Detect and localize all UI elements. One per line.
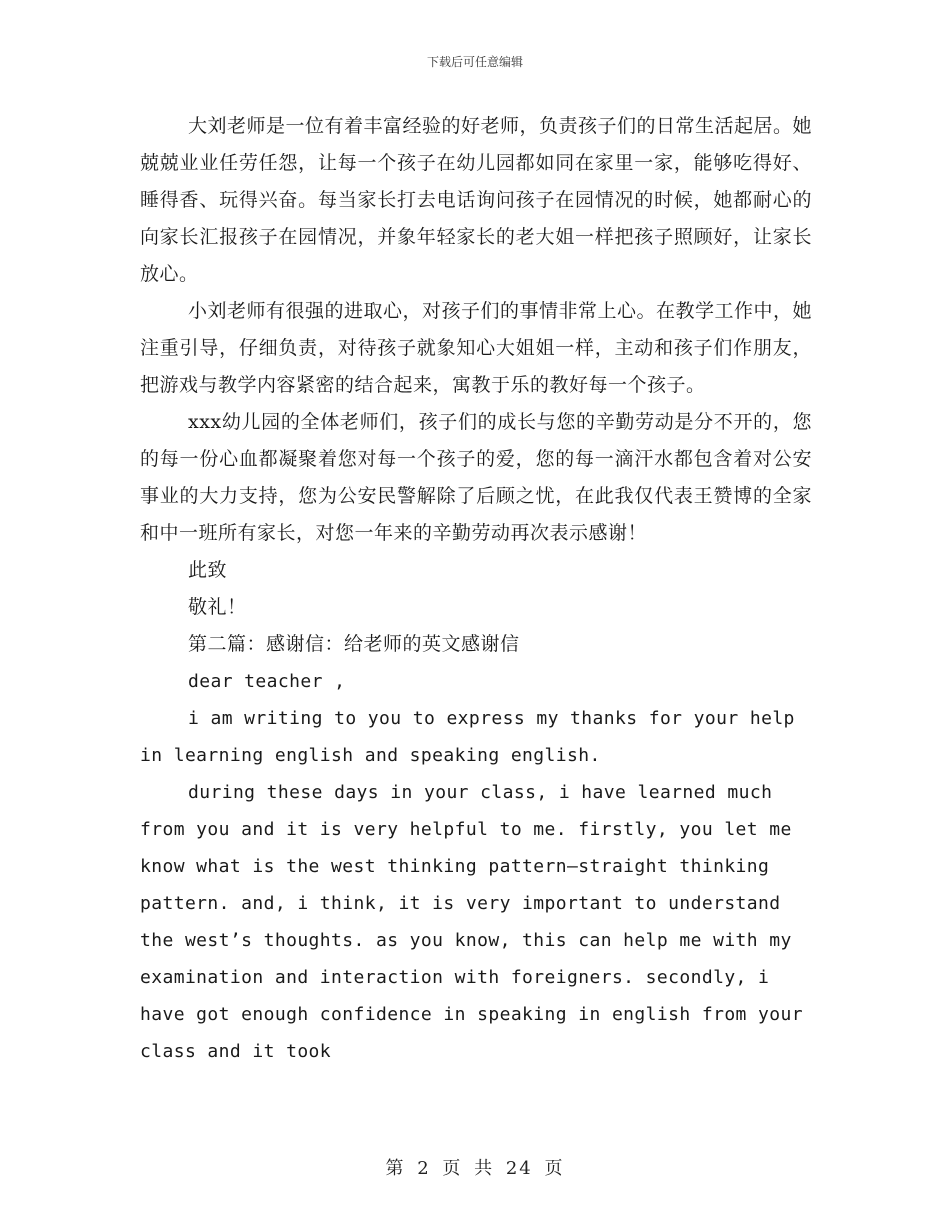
closing-line-2: 敬礼！ xyxy=(188,596,247,618)
page-footer: 第 2 页 共 24 页 xyxy=(385,1158,565,1179)
paragraph-1: 大刘老师是一位有着丰富经验的好老师，负责孩子们的日常生活起居。她兢兢业业任劳任怨，让每一个孩子在幼儿园都如同在家里一家，能够吃得好、睡得香、玩得兴奋。每当家长打去电话询问孩子在园情况的时候，她都耐心的向家长汇报孩子在园情况，并象年轻家长的老大姐一样把孩子照顾好，让家长放心。 xyxy=(140,115,813,285)
english-paragraph-1: i am writing to you to express my thanks for your help in learning english and speaking english. xyxy=(140,708,795,766)
english-paragraph-2: during these days in your class, i have learned much from you and it is very helpful to me. firstly, you let me know what is the west thinking pattern—straight thinking pattern. and, i think, it is very important to understand the west’s thoughts. as you know, this can help me with my examination and interaction with foreigners. secondly, i have got enough confidence in speaking in english from your class and it took xyxy=(140,782,803,1062)
english-salutation: dear teacher , xyxy=(188,671,346,692)
page-header: 下载后可任意编辑 xyxy=(426,55,523,69)
closing-line-1: 此致 xyxy=(188,559,228,581)
paragraph-2: 小刘老师有很强的进取心，对孩子们的事情非常上心。在教学工作中，她注重引导，仔细负责，对待孩子就象知心大姐姐一样，主动和孩子们作朋友，把游戏与教学内容紧密的结合起来，寓教于乐的教好每一个孩子。 xyxy=(140,300,813,396)
paragraph-3: xxx幼儿园的全体老师们，孩子们的成长与您的辛勤劳动是分不开的，您的每一份心血都凝聚着您对每一个孩子的爱，您的每一滴汗水都包含着对公安事业的大力支持，您为公安民警解除了后顾之忧，在此我仅代表王赞博的全家和中一班所有家长，对您一年来的辛勤劳动再次表示感谢！ xyxy=(140,411,812,544)
section-heading: 第二篇：感谢信：给老师的英文感谢信 xyxy=(188,633,520,655)
document-body xyxy=(140,108,812,1070)
